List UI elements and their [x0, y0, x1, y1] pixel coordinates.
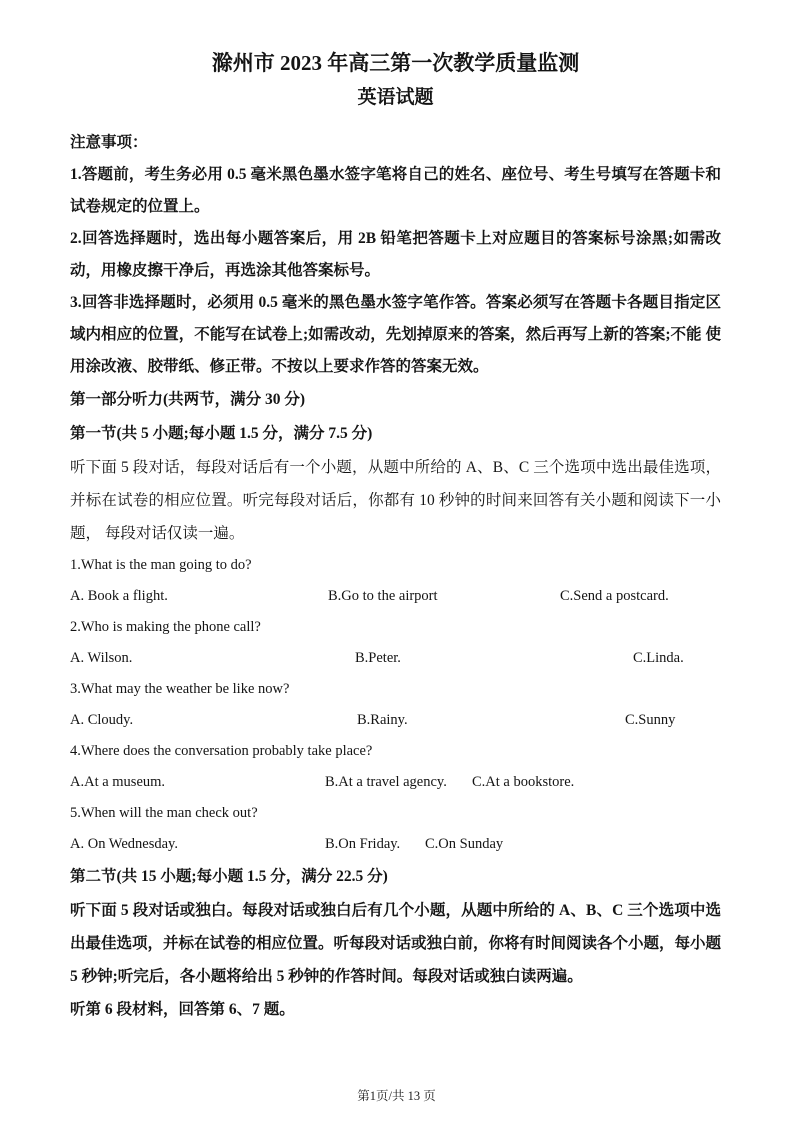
- question-4: [70, 736, 721, 798]
- question-3-text: 3.What may the weather be like now?: [70, 681, 290, 698]
- question-4-option-b: B.At a travel agency.: [325, 774, 447, 791]
- page-title: 滁州市 2023 年高三第一次教学质量监测: [211, 51, 580, 75]
- question-4-text: 4.Where does the conversation probably take place?: [70, 743, 373, 760]
- question-5-option-c: C.On Sunday: [425, 836, 504, 853]
- question-5-text: 5.When will the man check out?: [70, 805, 258, 822]
- notice-item-2: 2.回答选择题时，选出每小题答案后，用 2B 铅笔把答题卡上对应题目的答案标号涂黑;如需改动，用橡皮擦干净后，再选涂其他答案标号。: [70, 230, 721, 280]
- notice-heading: 注意事项：: [70, 134, 148, 152]
- question-5: [70, 798, 721, 860]
- question-3-option-c: C.Sunny: [625, 712, 676, 729]
- page-indicator: 第1页/共 13 页: [357, 1089, 436, 1103]
- question-2-text: 2.Who is making the phone call?: [70, 619, 261, 636]
- question-2-options: [70, 643, 721, 674]
- question-4-option-c: C.At a bookstore.: [472, 774, 575, 791]
- question-2: [70, 612, 721, 674]
- question-4-options: [70, 767, 721, 798]
- question-1-option-a: A. Book a flight.: [70, 588, 168, 605]
- question-3: [70, 674, 721, 736]
- question-4-option-a: A.At a museum.: [70, 774, 166, 791]
- question-3-option-b: B.Rainy.: [357, 712, 408, 729]
- question-2-option-a: A. Wilson.: [70, 650, 133, 667]
- question-5-options: [70, 829, 721, 860]
- part1-heading: 第一部分听力(共两节，满分 30 分): [70, 391, 306, 409]
- page-subtitle: 英语试题: [357, 86, 434, 108]
- question-1-option-b: B.Go to the airport: [328, 588, 438, 605]
- question-3-options: [70, 705, 721, 736]
- question-5-option-a: A. On Wednesday.: [70, 836, 178, 853]
- question-1-text: 1.What is the man going to do?: [70, 557, 252, 574]
- question-2-option-c: C.Linda.: [633, 650, 684, 667]
- question-2-option-b: B.Peter.: [355, 650, 401, 667]
- question-3-option-a: A. Cloudy.: [70, 712, 134, 729]
- section2-heading: 第二节(共 15 小题;每小题 1.5 分，满分 22.5 分): [70, 868, 388, 886]
- question-1-options: [70, 581, 721, 612]
- material-prompt: 听第 6 段材料，回答第 6、7 题。: [70, 1001, 295, 1019]
- page-footer: [0, 1086, 793, 1104]
- section1-heading: 第一节(共 5 小题;每小题 1.5 分，满分 7.5 分): [70, 425, 373, 443]
- notice-item-3: 3.回答非选择题时，必须用 0.5 毫米的黑色墨水签字笔作答。答案必须写在答题卡各题目指定区域内相应的位置，不能写在试卷上;如需改动，先划掉原来的答案，然后再写上新的答案;不能 使用涂改液、胶带纸、修正带。不按以上要求作答的答案无效。: [70, 294, 721, 376]
- question-1: [70, 550, 721, 612]
- section1-instructions: 听下面 5 段对话，每段对话后有一个小题，从题中所给的 A、B、C 三个选项中选出最佳选项， 并标在试卷的相应位置。听完每段对话后，你都有 10 秒钟的时间来回答有关小题和阅读下一小题， 每段对话仅读一遍。: [70, 459, 721, 543]
- notice-item-1: 1.答题前，考生务必用 0.5 毫米黑色墨水签字笔将自己的姓名、座位号、考生号填写在答题卡和试卷规定的位置上。: [70, 166, 721, 216]
- section2-instructions: 听下面 5 段对话或独白。每段对话或独白后有几个小题，从题中所给的 A、B、C 三个选项中选出最佳选项，并标在试卷的相应位置。听每段对话或独白前，你将有时间阅读各个小题，每小题 5 秒钟;听完后，各小题将给出 5 秒钟的作答时间。每段对话或独白读两遍。: [70, 902, 722, 986]
- question-5-option-b: B.On Friday.: [325, 836, 401, 853]
- question-1-option-c: C.Send a postcard.: [560, 588, 669, 605]
